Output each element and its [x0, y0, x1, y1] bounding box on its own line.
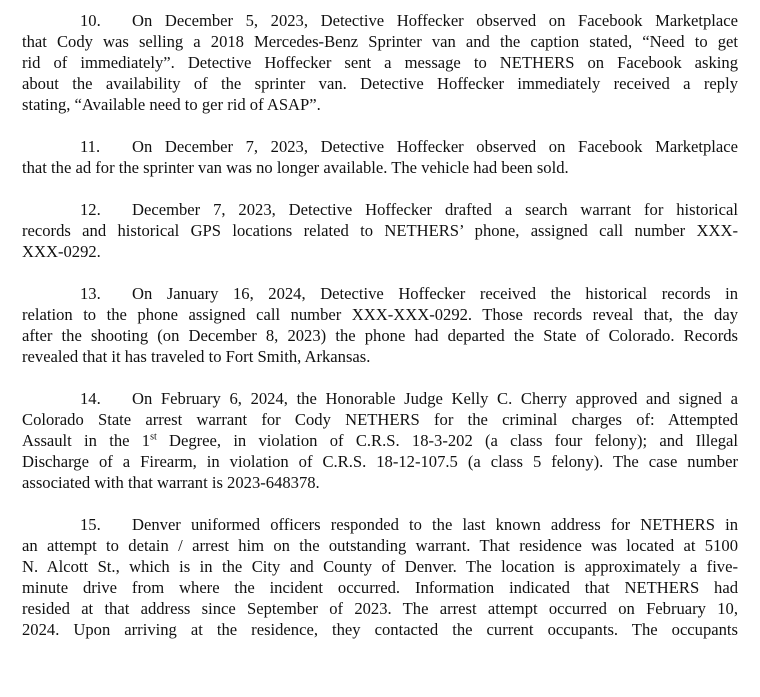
paragraph-line — [22, 514, 738, 535]
paragraph-number: 12. — [80, 200, 101, 219]
line-text-part: Degree, in violation of C.R.S. 18-3-202 (a class four felony); and Illegal — [156, 431, 738, 450]
paragraph-line: that the ad for the sprinter van was no longer available. The vehicle had been sold. — [22, 158, 569, 177]
paragraph-line: rid of immediately”. Detective Hoffecker sent a message to NETHERS on Facebook asking — [22, 53, 738, 72]
paragraph-line: relation to the phone assigned call number XXX-XXX-0292. Those records reveal that, the day — [22, 305, 738, 324]
paragraph-15 — [22, 514, 738, 640]
document-page — [22, 10, 738, 661]
paragraph-line: stating, “Available need to ger rid of ASAP”. — [22, 95, 321, 114]
paragraph-line: associated with that warrant is 2023-648378. — [22, 473, 320, 492]
paragraph-13 — [22, 283, 738, 367]
paragraph-line: 2024. Upon arriving at the residence, they contacted the current occupants. The occupants — [22, 620, 738, 639]
paragraph-line: Discharge of a Firearm, in violation of C.R.S. 18-12-107.5 (a class 5 felony). The case number — [22, 452, 738, 471]
paragraph-line: about the availability of the sprinter van. Detective Hoffecker immediately received a reply — [22, 74, 738, 93]
paragraph-number: 10. — [80, 11, 101, 30]
paragraph-line: resided at that address since September of 2023. The arrest attempt occurred on February 10, — [22, 599, 738, 618]
paragraph-number: 11. — [80, 137, 101, 156]
paragraph-line: records and historical GPS locations related to NETHERS’ phone, assigned call number XXX- — [22, 221, 738, 240]
paragraph-text: On December 7, 2023, Detective Hoffecker observed on Facebook Marketplace — [132, 137, 738, 156]
paragraph-line — [22, 388, 738, 409]
paragraph-line — [22, 136, 738, 157]
paragraph-text: On January 16, 2024, Detective Hoffecker received the historical records in — [132, 284, 738, 303]
paragraph-line: Colorado State arrest warrant for Cody NETHERS for the criminal charges of: Attempted — [22, 410, 738, 429]
paragraph-line: that Cody was selling a 2018 Mercedes-Benz Sprinter van and the caption stated, “Need to get — [22, 32, 738, 51]
paragraph-11 — [22, 136, 738, 178]
paragraph-line: after the shooting (on December 8, 2023) the phone had departed the State of Colorado. Records — [22, 326, 738, 345]
paragraph-number: 13. — [80, 284, 101, 303]
paragraph-line: N. Alcott St., which is in the City and County of Denver. The location is approximately a five- — [22, 557, 738, 576]
paragraph-number: 14. — [80, 389, 101, 408]
line-text-part: Assault in the 1 — [22, 431, 151, 450]
paragraph-number: 15. — [80, 515, 101, 534]
paragraph-12 — [22, 199, 738, 262]
paragraph-text: Denver uniformed officers responded to the last known address for NETHERS in — [132, 515, 738, 534]
ordinal-superscript: st — [150, 431, 157, 443]
paragraph-14 — [22, 388, 738, 493]
paragraph-line — [22, 10, 738, 31]
paragraph-line — [22, 283, 738, 304]
paragraph-text: On February 6, 2024, the Honorable Judge Kelly C. Cherry approved and signed a — [132, 389, 738, 408]
paragraph-text: On December 5, 2023, Detective Hoffecker observed on Facebook Marketplace — [132, 11, 738, 30]
paragraph-line — [22, 199, 738, 220]
paragraph-line: revealed that it has traveled to Fort Smith, Arkansas. — [22, 347, 371, 366]
paragraph-line — [22, 430, 738, 451]
paragraph-line: XXX-0292. — [22, 242, 101, 261]
paragraph-10 — [22, 10, 738, 115]
paragraph-line: an attempt to detain / arrest him on the outstanding warrant. That residence was located at 5100 — [22, 536, 738, 555]
paragraph-text: December 7, 2023, Detective Hoffecker drafted a search warrant for historical — [132, 200, 738, 219]
paragraph-line: minute drive from where the incident occurred. Information indicated that NETHERS had — [22, 578, 738, 597]
